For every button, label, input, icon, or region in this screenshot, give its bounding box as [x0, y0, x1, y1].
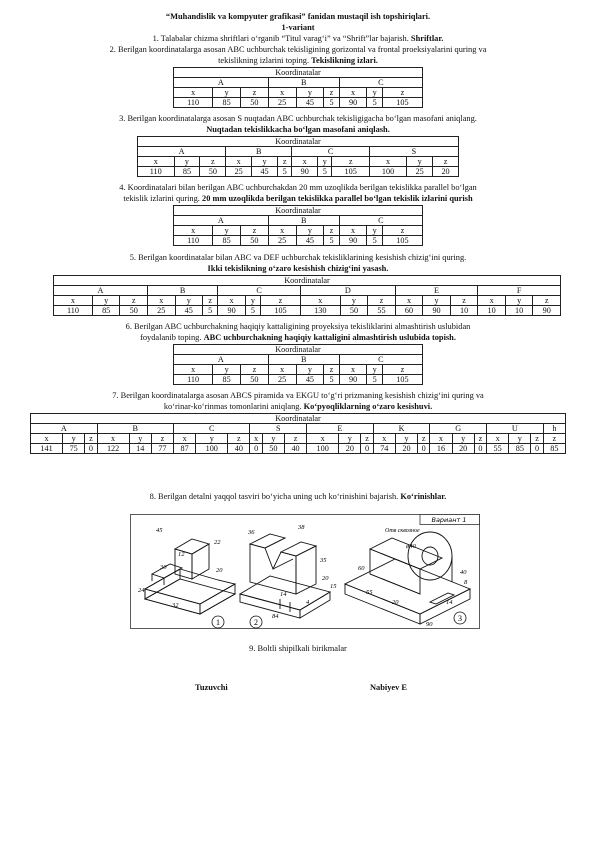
coordinate-value: 40 [284, 444, 306, 454]
table-caption: Koordinatalar [174, 345, 423, 355]
axis-header: x [138, 157, 175, 167]
coordinates-table-abc-2 [173, 205, 423, 246]
task-9: 9. Boltli shipilkali birikmalar [249, 644, 347, 653]
axis-header: x [369, 157, 406, 167]
axis-header: x [478, 296, 506, 306]
axis-header: z [120, 296, 148, 306]
part-number-3: 3 [458, 614, 462, 623]
axis-header: x [174, 88, 213, 98]
task-6-line1: 6. Berilgan ABC uchburchakning haqiqiy kattaligining proyeksiya tekisliklarini almashtirish uslubidan [125, 322, 471, 331]
task-6-line2: foydalanib toping. ABC uchburchakning haqiqiy kattaligini almashtirish uslubida topish. [140, 333, 456, 342]
axis-header: z [332, 157, 369, 167]
part-number-2: 2 [254, 618, 258, 627]
axis-header: z [382, 365, 422, 375]
coordinate-value: 90 [339, 98, 367, 108]
svg-text:45: 45 [156, 527, 163, 534]
svg-text:35: 35 [320, 557, 327, 564]
svg-text:14: 14 [446, 599, 453, 606]
coordinate-value: 25 [268, 236, 296, 246]
axis-header: y [296, 226, 324, 236]
svg-text:32: 32 [172, 602, 179, 609]
coordinate-value: 110 [54, 306, 93, 316]
axis-header: z [241, 226, 269, 236]
axis-header: y [452, 434, 474, 444]
table-caption: Koordinatalar [54, 276, 561, 286]
axis-header: y [407, 157, 433, 167]
coordinate-value: 0 [361, 444, 373, 454]
coordinate-value: 100 [307, 444, 339, 454]
axis-header: z [203, 296, 218, 306]
coordinate-value: 20 [395, 444, 417, 454]
coordinate-value: 50 [120, 306, 148, 316]
point-label: F [478, 286, 561, 296]
point-label: A [174, 216, 269, 226]
task-2-line1: 2. Berilgan koordinatalarga asosan ABC uchburchak tekisligining gorizontal va frontal proeksiyalarini quring va [109, 45, 487, 54]
axis-header: y [196, 434, 228, 444]
coordinate-value: 5 [367, 236, 382, 246]
axis-header: x [147, 296, 175, 306]
svg-text:38: 38 [298, 524, 305, 531]
coordinate-value: 85 [174, 167, 200, 177]
axis-header: z [284, 434, 306, 444]
coordinate-value: 85 [92, 306, 120, 316]
coordinate-value: 20 [452, 444, 474, 454]
axis-header: x [226, 157, 252, 167]
point-label: C [339, 355, 422, 365]
axis-header: y [213, 88, 241, 98]
coordinates-table-abcdef [53, 275, 561, 316]
axis-header: z [324, 226, 339, 236]
coordinate-value: 110 [174, 236, 213, 246]
point-label: B [97, 424, 173, 434]
axis-header: y [509, 434, 531, 444]
axis-header: x [339, 88, 367, 98]
coordinate-value: 45 [252, 167, 278, 177]
axis-header: x [395, 296, 423, 306]
svg-text:4: 4 [306, 599, 310, 606]
axis-header: y [213, 365, 241, 375]
axis-header: x [430, 434, 452, 444]
axis-header: y [367, 226, 382, 236]
point-label: C [174, 424, 250, 434]
point-label: B [226, 147, 292, 157]
task-8: 8. Berilgan detalni yaqqol tasviri bo‘yicha uning uch ko‘rinishini bajarish. Ko‘rinishlar. [149, 492, 447, 501]
coordinate-value: 45 [296, 98, 324, 108]
coordinate-value: 0 [250, 444, 262, 454]
table-caption: Koordinatalar [31, 414, 566, 424]
point-label: S [369, 147, 458, 157]
coordinate-value: 77 [151, 444, 173, 454]
coordinate-value: 110 [174, 375, 213, 385]
axis-header: x [31, 434, 63, 444]
axis-header: z [418, 434, 430, 444]
axis-header: z [474, 434, 486, 444]
coordinate-value: 5 [324, 98, 339, 108]
task-2-line2: tekislikning izlarini toping. Tekislikning izlari. [218, 56, 378, 65]
svg-text:55: 55 [366, 589, 373, 596]
point-label: E [395, 286, 478, 296]
axis-header: z [228, 434, 250, 444]
coordinate-value: 50 [262, 444, 284, 454]
coordinates-table-pyramid-prism [30, 413, 566, 454]
coordinate-value: 5 [203, 306, 218, 316]
task-4-line1: 4. Koordinatalari bilan berilgan ABC uchburchakdan 20 mm uzoqlikda berilgan tekislikka parallel bo‘lgan [119, 183, 477, 192]
coordinate-value: 74 [373, 444, 395, 454]
axis-header: y [296, 88, 324, 98]
axis-header: y [63, 434, 85, 444]
axis-header: x [174, 226, 213, 236]
axis-header: x [307, 434, 339, 444]
axis-header: y [395, 434, 417, 444]
coordinate-value: 100 [196, 444, 228, 454]
point-label: K [373, 424, 430, 434]
axis-header: x [300, 296, 340, 306]
coordinate-value: 5 [324, 236, 339, 246]
axis-header: x [339, 226, 367, 236]
axis-header: y [174, 157, 200, 167]
coordinate-value: 90 [533, 306, 561, 316]
svg-text:14: 14 [280, 591, 287, 598]
point-label: C [339, 78, 422, 88]
point-label: A [174, 355, 269, 365]
coordinate-value: 122 [97, 444, 129, 454]
point-label: U [487, 424, 544, 434]
axis-header: x [268, 88, 296, 98]
coordinate-value: 85 [213, 236, 241, 246]
coordinate-value: 25 [268, 98, 296, 108]
coordinate-value: 110 [174, 98, 213, 108]
coordinate-value: 20 [339, 444, 361, 454]
point-label: A [31, 424, 98, 434]
axis-header: z [533, 296, 561, 306]
table-caption: Koordinatalar [138, 137, 459, 147]
coordinate-value: 14 [129, 444, 151, 454]
axis-header: z [261, 296, 301, 306]
axis-header: x [218, 296, 246, 306]
axis-header: z [361, 434, 373, 444]
variant-stamp: Вариант 1 [431, 516, 467, 524]
axis-header: y [296, 365, 324, 375]
svg-text:30: 30 [160, 564, 167, 571]
point-label: h [543, 424, 565, 434]
axis-header: y [252, 157, 278, 167]
axis-header: x [487, 434, 509, 444]
axis-header: z [382, 226, 422, 236]
coordinate-value: 90 [339, 375, 367, 385]
svg-text:8: 8 [464, 579, 468, 586]
coordinate-value: 105 [382, 375, 422, 385]
coordinate-value: 90 [218, 306, 246, 316]
coordinate-value: 10 [478, 306, 506, 316]
coordinate-value: 105 [382, 236, 422, 246]
coordinate-value: 50 [241, 236, 269, 246]
coordinate-value: 45 [175, 306, 203, 316]
coordinate-value: 5 [318, 167, 332, 177]
point-label: B [147, 286, 217, 296]
point-label: A [138, 147, 226, 157]
coordinate-value: 0 [474, 444, 486, 454]
axis-header: y [92, 296, 120, 306]
axis-header: z [433, 157, 459, 167]
coordinate-value: 5 [324, 375, 339, 385]
axis-header: z [200, 157, 226, 167]
point-label: G [430, 424, 487, 434]
axis-header: z [450, 296, 478, 306]
svg-text:20: 20 [216, 567, 223, 574]
axis-header: y [505, 296, 533, 306]
coordinate-value: 45 [296, 236, 324, 246]
svg-text:22: 22 [214, 539, 221, 546]
svg-text:ø40: ø40 [406, 543, 416, 550]
coordinate-value: 5 [367, 375, 382, 385]
task-7-line1: 7. Berilgan koordinatalarga asosan ABCS piramida va EKGU to‘g‘ri prizmaning kesishish chizig‘ini quring va [112, 391, 484, 400]
coordinate-value: 5 [367, 98, 382, 108]
coordinate-value: 75 [63, 444, 85, 454]
signature-author: Tuzuvchi [195, 683, 228, 692]
coordinate-value: 0 [418, 444, 430, 454]
task-7-line2: ko‘rinar-ko‘rinmas tomonlarini aniqlang. Ko‘pyoqliklarning o‘zaro kesishuvi. [163, 402, 433, 411]
coordinate-value: 90 [423, 306, 451, 316]
coordinate-value: 25 [407, 167, 433, 177]
svg-text:60: 60 [358, 565, 365, 572]
coordinate-value: 16 [430, 444, 452, 454]
axis-header: x [174, 434, 196, 444]
task-5-line1: 5. Berilgan koordinatalar bilan ABC va DEF uchburchak tekisliklarining kesishish chizig‘ini quring. [129, 253, 467, 262]
coordinate-value: 85 [543, 444, 565, 454]
axis-header: z [241, 88, 269, 98]
axis-header: x [339, 365, 367, 375]
axis-header: x [97, 434, 129, 444]
point-label: C [339, 216, 422, 226]
axis-header: x [174, 365, 213, 375]
axis-header: y [340, 296, 368, 306]
task-4-line2: tekislik izlarini quring. 20 mm uzoqlikda berilgan tekislikka parallel bo‘lgan tekislik izlarini qurish [123, 194, 473, 203]
axis-header: y [339, 434, 361, 444]
svg-text:36: 36 [248, 529, 255, 536]
svg-text:12: 12 [178, 551, 185, 558]
axis-header: z [241, 365, 269, 375]
coordinate-value: 50 [200, 167, 226, 177]
svg-text:24: 24 [138, 587, 145, 594]
signature-name: Nabiyev E [370, 683, 407, 692]
coordinate-value: 105 [382, 98, 422, 108]
axis-header: y [367, 365, 382, 375]
axis-header: x [268, 226, 296, 236]
axis-header: z [277, 157, 291, 167]
point-label: B [268, 355, 339, 365]
coordinates-table-abcs [137, 136, 459, 177]
axis-header: z [531, 434, 543, 444]
part-number-1: 1 [216, 618, 220, 627]
svg-text:40: 40 [460, 569, 467, 576]
axis-header: y [262, 434, 284, 444]
axis-header: y [245, 296, 260, 306]
coordinate-value: 90 [292, 167, 318, 177]
coordinate-value: 25 [268, 375, 296, 385]
axis-header: z [382, 88, 422, 98]
axis-header: y [175, 296, 203, 306]
point-label: A [174, 78, 269, 88]
coordinate-value: 20 [433, 167, 459, 177]
axis-header: y [367, 88, 382, 98]
coordinate-value: 90 [339, 236, 367, 246]
point-label: C [218, 286, 301, 296]
coordinate-value: 55 [487, 444, 509, 454]
coordinate-value: 25 [226, 167, 252, 177]
axis-header: x [54, 296, 93, 306]
axis-header: z [151, 434, 173, 444]
technical-drawing-figure [130, 514, 480, 629]
coordinate-value: 130 [300, 306, 340, 316]
coordinate-value: 45 [296, 375, 324, 385]
axis-header: y [318, 157, 332, 167]
axis-header: x [250, 434, 262, 444]
svg-text:20: 20 [322, 575, 329, 582]
task-3-bold: Nuqtadan tekislikkacha bo‘lgan masofani aniqlash. [206, 125, 390, 134]
point-label: D [300, 286, 395, 296]
axis-header: z [368, 296, 396, 306]
point-label: B [268, 216, 339, 226]
coordinate-value: 85 [509, 444, 531, 454]
variant-label: 1-variant [281, 23, 315, 32]
coordinate-value: 55 [368, 306, 396, 316]
coordinates-table-abc-3 [173, 344, 423, 385]
point-label: C [292, 147, 370, 157]
axis-header: y [129, 434, 151, 444]
hole-note: Отв сквозное [385, 528, 420, 534]
coordinate-value: 85 [213, 98, 241, 108]
coordinate-value: 50 [241, 375, 269, 385]
axis-header: x [268, 365, 296, 375]
point-label: E [307, 424, 374, 434]
svg-text:20: 20 [392, 599, 399, 606]
svg-text:84: 84 [272, 613, 279, 620]
coordinate-value: 0 [531, 444, 543, 454]
svg-text:90: 90 [426, 621, 433, 628]
axis-header: x [292, 157, 318, 167]
coordinate-value: 10 [505, 306, 533, 316]
coordinate-value: 85 [213, 375, 241, 385]
coordinate-value: 5 [245, 306, 260, 316]
coordinate-value: 100 [369, 167, 406, 177]
task-5-bold: Ikki tekislikning o‘zaro kesishish chizig‘ini yasash. [207, 264, 389, 273]
coordinate-value: 60 [395, 306, 423, 316]
point-label: S [250, 424, 307, 434]
coordinates-table-abc [173, 67, 423, 108]
coordinate-value: 105 [261, 306, 301, 316]
axis-header: y [213, 226, 241, 236]
coordinate-value: 40 [228, 444, 250, 454]
axis-header: x [373, 434, 395, 444]
coordinate-value: 105 [332, 167, 369, 177]
task-1: 1. Talabalar chizma shriftlari o‘rganib “Titul varag‘i” va “Shrift”lar bajarish. Shriftlar. [152, 34, 444, 43]
axis-header: z [543, 434, 565, 444]
axis-header: y [423, 296, 451, 306]
coordinate-value: 110 [138, 167, 175, 177]
coordinate-value: 87 [174, 444, 196, 454]
coordinate-value: 25 [147, 306, 175, 316]
table-caption: Koordinatalar [174, 206, 423, 216]
table-caption: Koordinatalar [174, 68, 423, 78]
coordinate-value: 50 [241, 98, 269, 108]
document-title: “Muhandislik va kompyuter grafikasi” fanidan mustaqil ish topshiriqlari. [165, 12, 431, 21]
axis-header: z [85, 434, 97, 444]
coordinate-value: 5 [277, 167, 291, 177]
coordinate-value: 0 [85, 444, 97, 454]
coordinate-value: 10 [450, 306, 478, 316]
task-3-line1: 3. Berilgan koordinatalarga asosan S nuqtadan ABC uchburchak tekisligigacha bo‘lgan masofani aniqlang. [119, 114, 477, 123]
axis-header: z [324, 365, 339, 375]
coordinate-value: 50 [340, 306, 368, 316]
point-label: B [268, 78, 339, 88]
point-label: A [54, 286, 148, 296]
coordinate-value: 141 [31, 444, 63, 454]
axis-header: z [324, 88, 339, 98]
svg-text:15: 15 [330, 583, 337, 590]
